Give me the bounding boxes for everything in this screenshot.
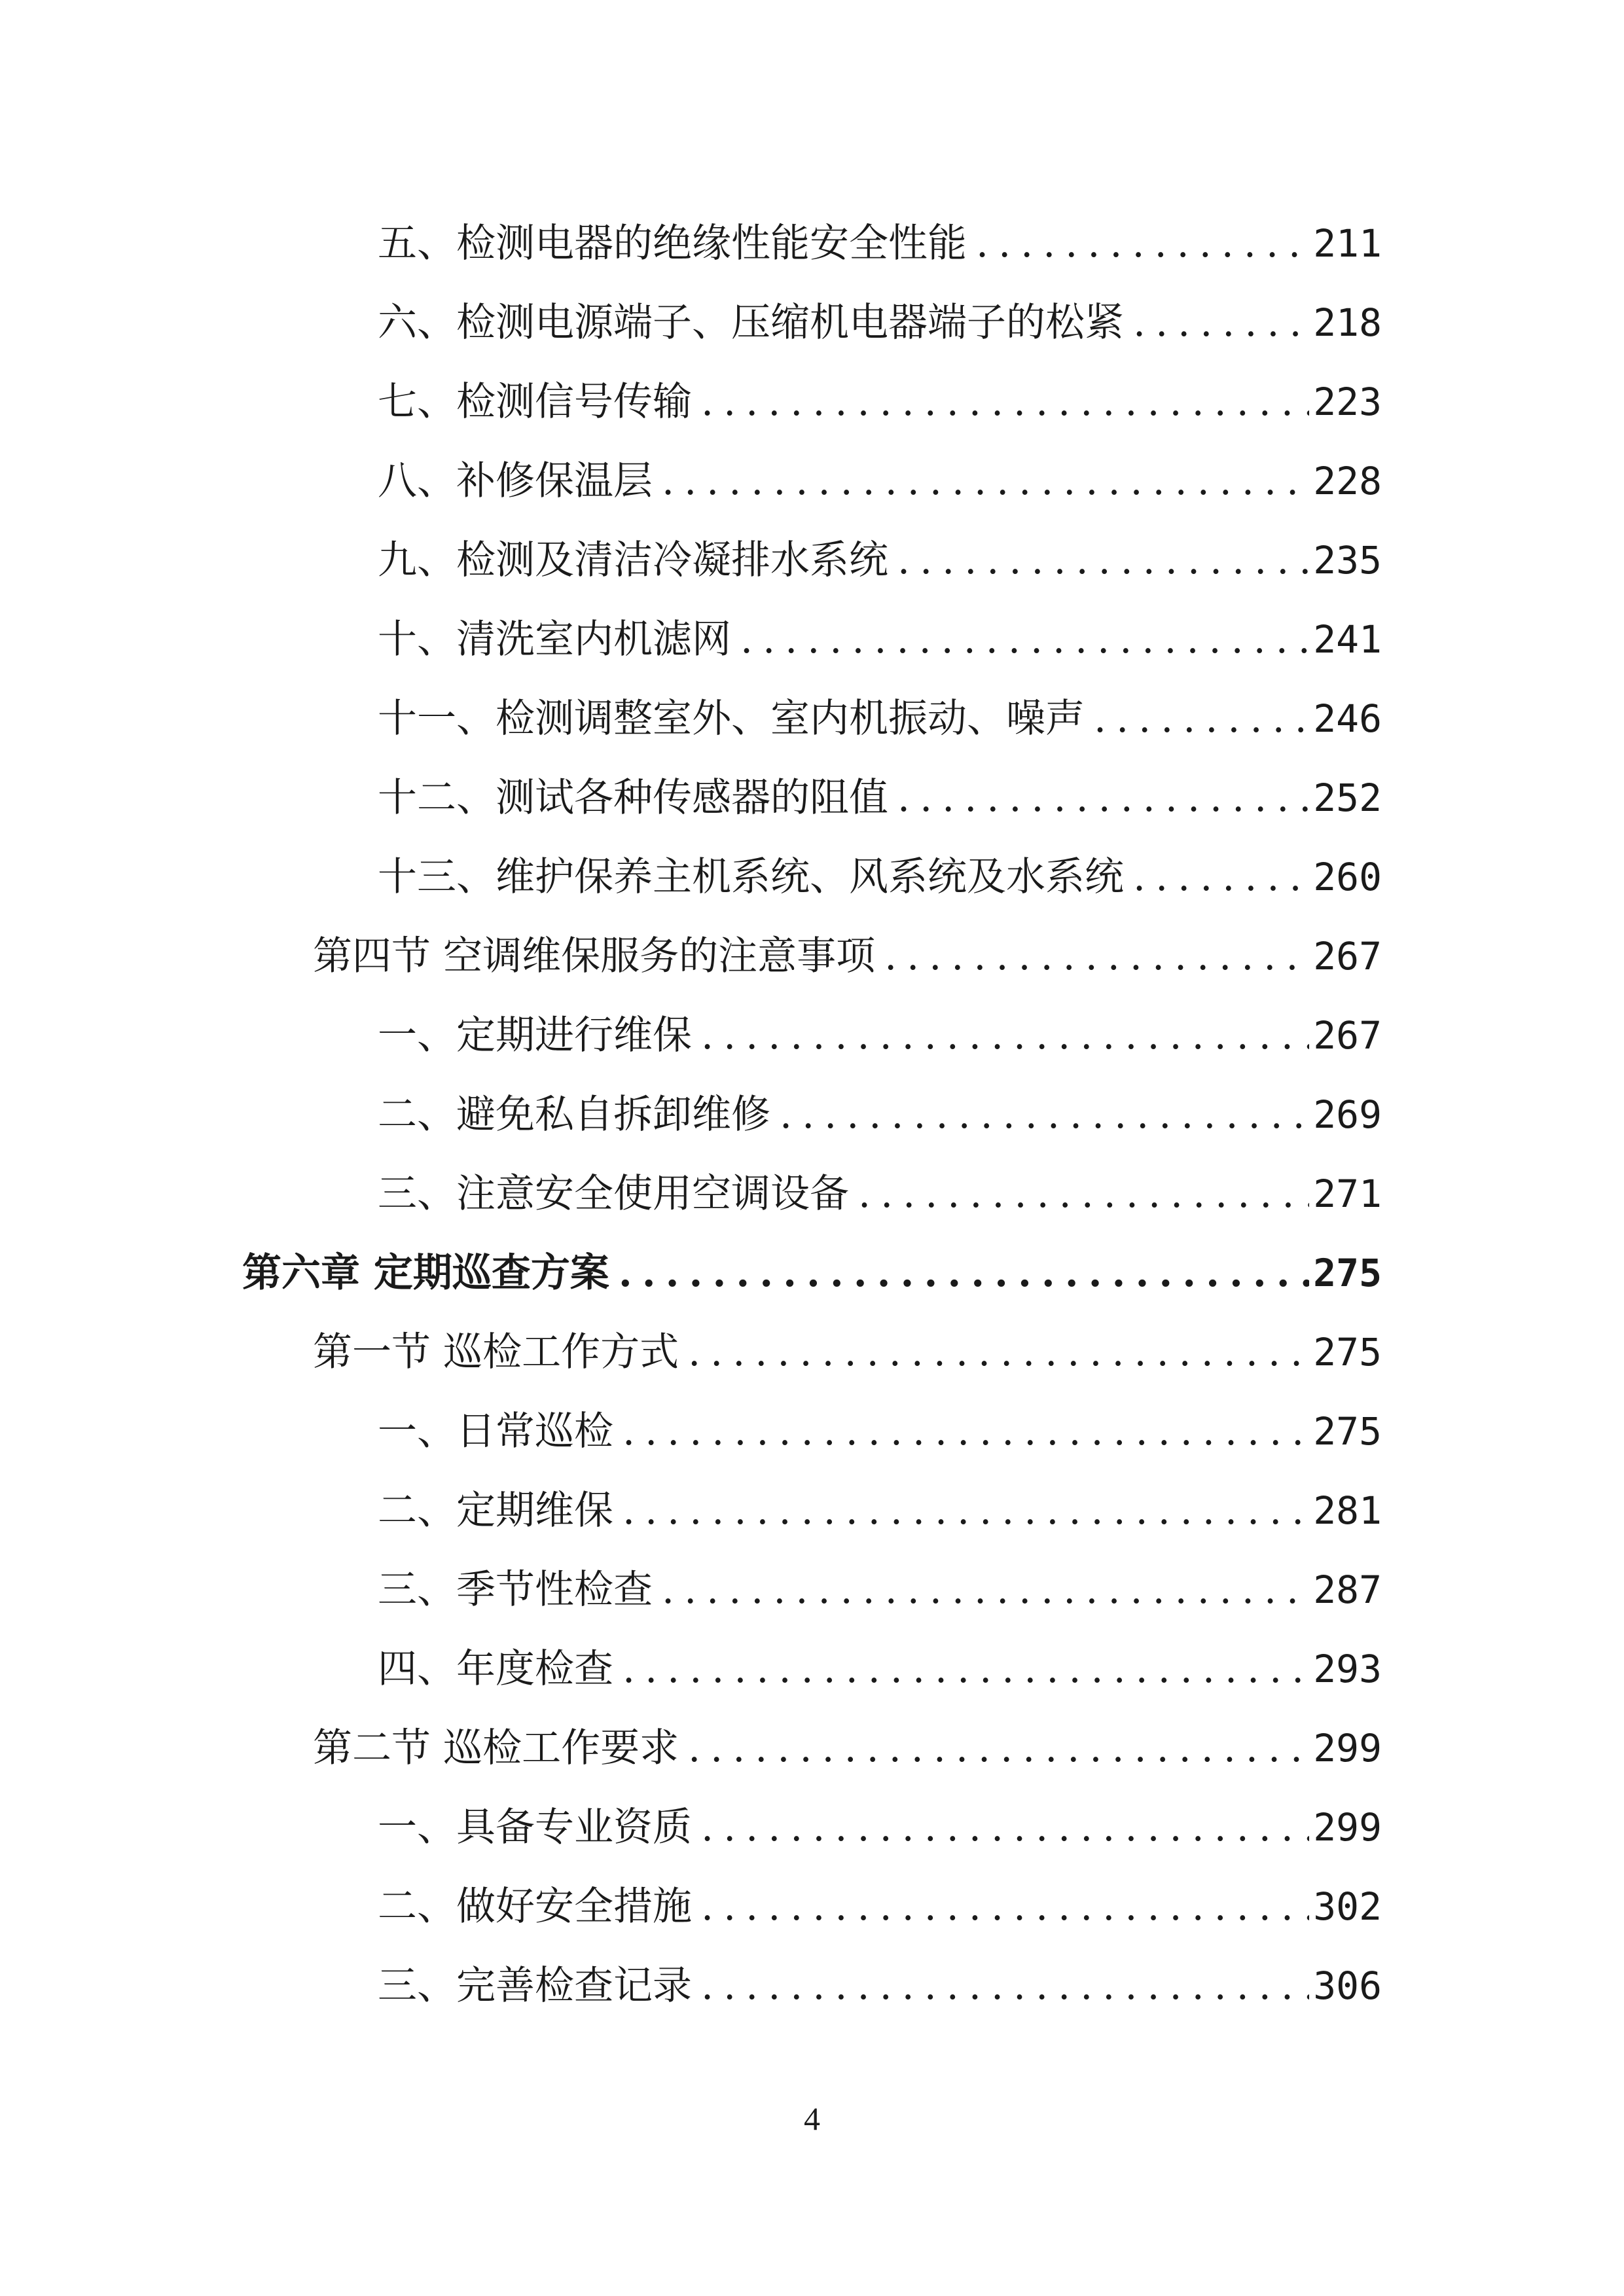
toc-entry-page: 271	[1313, 1172, 1382, 1216]
toc-entry-page: 228	[1313, 459, 1382, 503]
toc-entry-page: 275	[1313, 1330, 1382, 1374]
toc-entry-title: 四、年度检查	[378, 1646, 613, 1692]
toc-entry[interactable]	[0, 996, 1624, 1075]
toc-entry-page: 275	[1313, 1251, 1382, 1295]
toc-entry-title: 第二节 巡检工作要求	[313, 1725, 679, 1771]
dot-leader	[662, 442, 1309, 521]
dot-leader	[1133, 283, 1309, 363]
toc-entry-page: 299	[1313, 1726, 1382, 1770]
toc-entry[interactable]	[0, 283, 1624, 363]
toc-entry-title: 第六章 定期巡查方案	[242, 1250, 609, 1296]
toc-entry-title: 九、检测及清洁冷凝排水系统	[378, 537, 888, 583]
toc-entry-title: 二、定期维保	[378, 1488, 613, 1534]
dot-leader	[701, 1867, 1309, 1946]
toc-entry-page: 267	[1313, 934, 1382, 978]
dot-leader	[619, 1234, 1309, 1313]
toc-chapter-entry[interactable]	[0, 1234, 1624, 1313]
toc-entry-title: 八、补修保温层	[378, 458, 653, 504]
toc-entry[interactable]	[0, 1075, 1624, 1155]
toc-entry[interactable]	[0, 600, 1624, 679]
toc-entry-title: 十二、测试各种传感器的阻值	[378, 775, 888, 821]
toc-entry[interactable]	[0, 759, 1624, 838]
table-of-contents	[0, 204, 1624, 2026]
toc-entry-title: 二、做好安全措施	[378, 1884, 692, 1929]
toc-entry[interactable]	[0, 521, 1624, 600]
toc-entry-page: 267	[1313, 1013, 1382, 1058]
dot-leader	[623, 1392, 1309, 1471]
toc-entry-title: 十、清洗室内机滤网	[378, 617, 731, 662]
toc-entry-title: 七、检测信号传输	[378, 379, 692, 425]
toc-entry-page: 275	[1313, 1409, 1382, 1454]
toc-entry-title: 一、日常巡检	[378, 1408, 613, 1454]
toc-entry-page: 223	[1313, 380, 1382, 424]
toc-section-entry[interactable]	[0, 917, 1624, 996]
toc-entry-title: 三、注意安全使用空调设备	[378, 1171, 849, 1217]
toc-entry-page: 246	[1313, 696, 1382, 741]
dot-leader	[858, 1155, 1309, 1234]
toc-entry-page: 241	[1313, 617, 1382, 662]
toc-entry-title: 十一、检测调整室外、室内机振动、噪声	[378, 696, 1085, 742]
toc-entry[interactable]	[0, 1155, 1624, 1234]
toc-entry[interactable]	[0, 1788, 1624, 1867]
toc-entry-page: 293	[1313, 1647, 1382, 1691]
toc-entry-page: 235	[1313, 538, 1382, 583]
dot-leader	[1133, 838, 1309, 917]
toc-entry-page: 218	[1313, 300, 1382, 345]
dot-leader	[897, 521, 1309, 600]
toc-entry-page: 299	[1313, 1805, 1382, 1850]
toc-entry-page: 281	[1313, 1488, 1382, 1533]
toc-entry[interactable]	[0, 363, 1624, 442]
toc-entry-title: 第一节 巡检工作方式	[313, 1329, 679, 1375]
dot-leader	[884, 917, 1309, 996]
dot-leader	[701, 996, 1309, 1075]
toc-entry[interactable]	[0, 1630, 1624, 1709]
dot-leader	[623, 1471, 1309, 1551]
dot-leader	[623, 1630, 1309, 1709]
toc-entry[interactable]	[0, 838, 1624, 917]
toc-entry[interactable]	[0, 442, 1624, 521]
dot-leader	[897, 759, 1309, 838]
dot-leader	[701, 1788, 1309, 1867]
toc-entry-title: 六、检测电源端子、压缩机电器端子的松紧	[378, 300, 1124, 346]
toc-entry[interactable]	[0, 1471, 1624, 1551]
dot-leader	[780, 1075, 1309, 1155]
toc-entry-title: 一、定期进行维保	[378, 1013, 692, 1058]
toc-entry-title: 一、具备专业资质	[378, 1804, 692, 1850]
page-number: 4	[804, 2100, 820, 2137]
toc-entry-title: 第四节 空调维保服务的注意事项	[313, 933, 876, 979]
dot-leader	[976, 204, 1309, 283]
dot-leader	[662, 1551, 1309, 1630]
toc-entry-title: 三、季节性检查	[378, 1567, 653, 1613]
toc-entry-page: 260	[1313, 855, 1382, 899]
toc-entry-page: 269	[1313, 1092, 1382, 1137]
toc-section-entry[interactable]	[0, 1313, 1624, 1392]
toc-section-entry[interactable]	[0, 1709, 1624, 1788]
toc-entry-page: 211	[1313, 221, 1382, 266]
toc-entry-page: 252	[1313, 776, 1382, 820]
dot-leader	[740, 600, 1309, 679]
toc-entry-page: 302	[1313, 1884, 1382, 1929]
toc-entry-title: 二、避免私自拆卸维修	[378, 1092, 770, 1138]
toc-entry-title: 五、检测电器的绝缘性能安全性能	[378, 221, 967, 266]
dot-leader	[701, 363, 1309, 442]
dot-leader	[1094, 679, 1309, 759]
toc-entry-page: 306	[1313, 1964, 1382, 2008]
toc-entry-title: 三、完善检查记录	[378, 1963, 692, 2009]
toc-entry-title: 十三、维护保养主机系统、风系统及水系统	[378, 854, 1124, 900]
toc-entry[interactable]	[0, 1551, 1624, 1630]
dot-leader	[701, 1946, 1309, 2026]
toc-entry[interactable]	[0, 204, 1624, 283]
dot-leader	[688, 1313, 1309, 1392]
dot-leader	[688, 1709, 1309, 1788]
toc-entry[interactable]	[0, 679, 1624, 759]
toc-entry-page: 287	[1313, 1568, 1382, 1612]
toc-entry[interactable]	[0, 1946, 1624, 2026]
toc-entry[interactable]	[0, 1867, 1624, 1946]
toc-entry[interactable]	[0, 1392, 1624, 1471]
